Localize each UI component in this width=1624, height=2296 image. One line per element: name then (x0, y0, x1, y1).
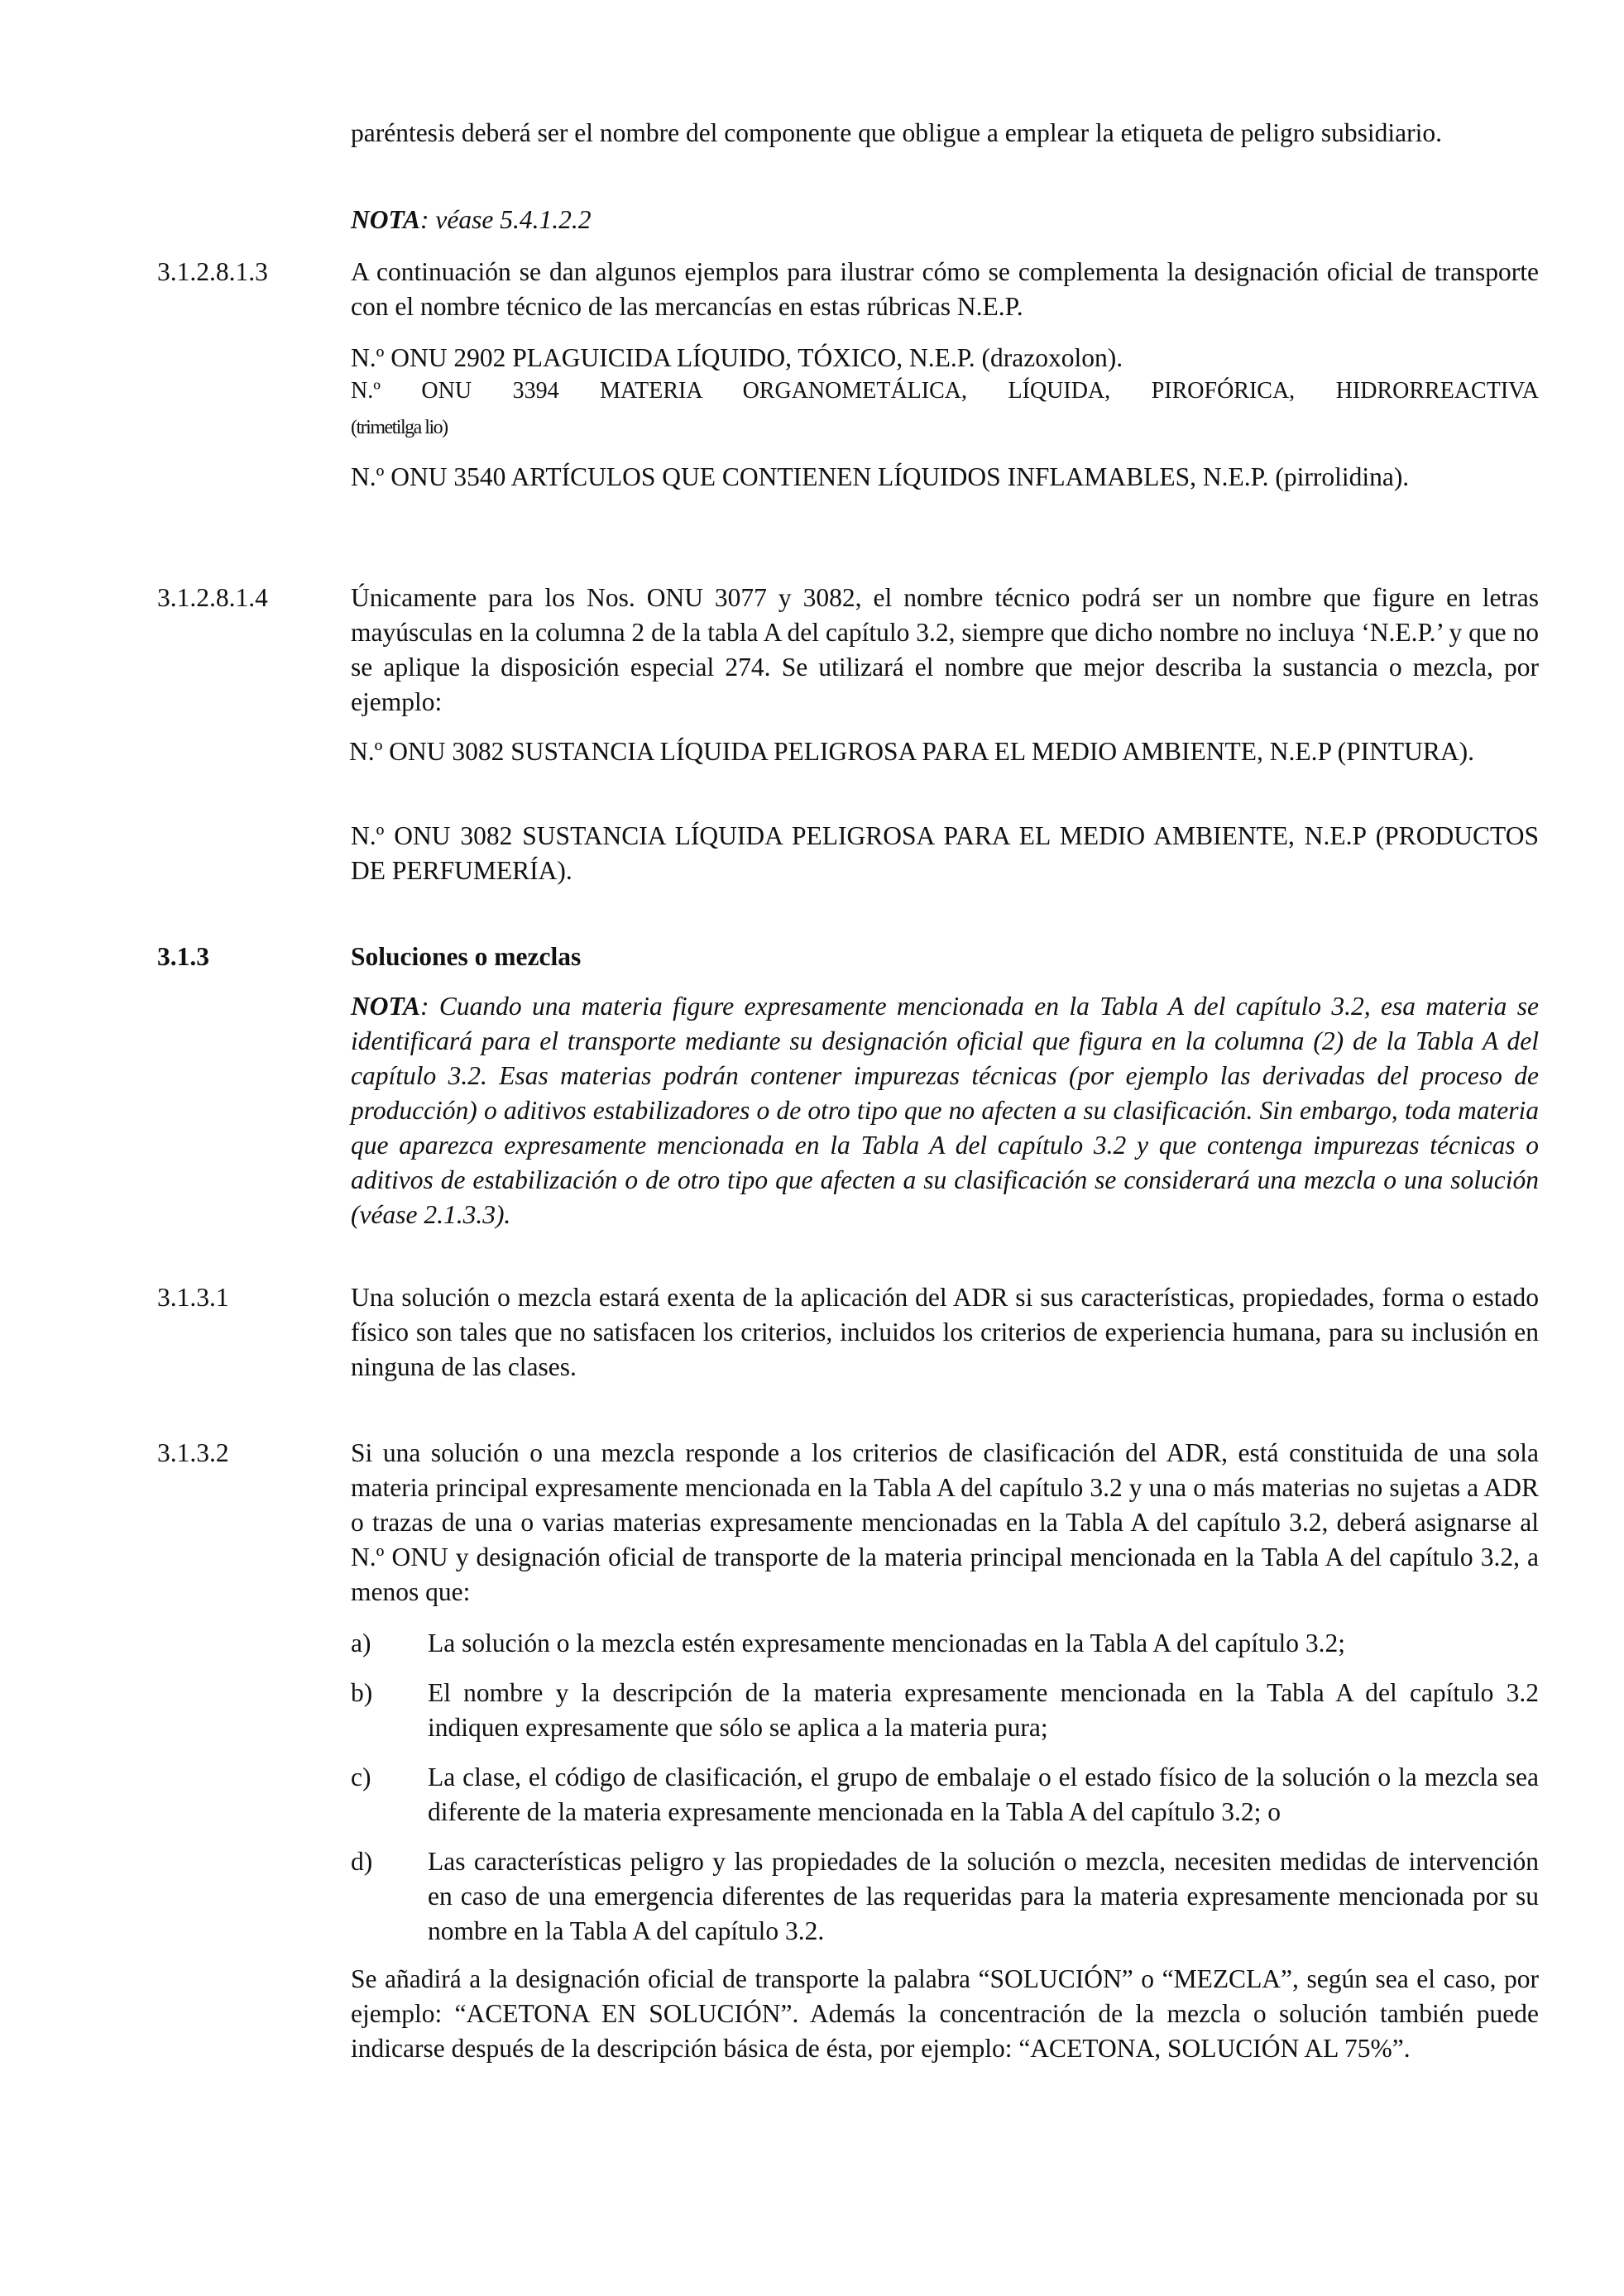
section-heading: Soluciones o mezclas (351, 942, 582, 971)
section-number: 3.1.2.8.1.3 (157, 257, 268, 286)
nota-text: : Cuando una materia figure expresamente mencionada en la Tabla A del capítulo 3.2, esa materia se identificará para el transporte mediante su designación oficial que figura en la columna (2) de la Tabla A del capítulo 3.2. Esas materias podrán contener impurezas técnicas (por ejemplo las derivadas del proceso de producción) o aditivos estabilizadores o de otro tipo que no afecten a su clasificación. Sin embargo, toda materia que aparezca expresamente mencionada en la Tabla A del capítulo 3.2 y que contenga impurezas técnicas o aditivos de estabilización o de otro tipo que afecten a su clasificación se considerará una mezcla o una solución (véase 2.1.3.3). (351, 992, 1539, 1229)
section-paragraph: Únicamente para los Nos. ONU 3077 y 3082, el nombre técnico podrá ser un nombre que figure en letras mayúsculas en la columna 2 de la tabla A del capítulo 3.2, siempre que dicho nombre no incluya ‘N.E.P.’ y que no se aplique la disposición especial 274. Se utilizará el nombre que mejor describa la sustancia o mezcla, por ejemplo: (351, 583, 1539, 716)
section-paragraph: Una solución o mezcla estará exenta de la aplicación del ADR si sus características, propiedades, forma o estado físico son tales que no satisfacen los criterios, incluidos los criterios de experiencia humana, para su inclusión en ninguna de las clases. (351, 1283, 1539, 1381)
list-item-letter: a) (351, 1629, 371, 1657)
section-number: 3.1.3.2 (157, 1438, 229, 1467)
nota-label: NOTA (351, 992, 421, 1021)
closing-paragraph: Se añadirá a la designación oficial de transporte la palabra “SOLUCIÓN” o “MEZCLA”, según sea el caso, por ejemplo: “ACETONA EN SOLUCIÓN”. Además la concentración de la mezcla o solución también puede indicarse después de la descripción básica de ésta, por ejemplo: “ACETONA, SOLUCIÓN AL 75%”. (351, 1964, 1539, 2063)
example-text: MATERIA ORGANOMETÁLICA, LÍQUIDA, PIROFÓRICA, HIDRORREACTIVA (600, 378, 1539, 404)
list-item: La solución o la mezcla estén expresamente mencionadas en la Tabla A del capítulo 3.2; (428, 1629, 1345, 1657)
list-item: El nombre y la descripción de la materia expresamente mencionada en la Tabla A del capítulo 3.2 indiquen expresamente que sólo se aplica a la materia pura; (428, 1678, 1539, 1742)
list-item: La clase, el código de clasificación, el grupo de embalaje o el estado físico de la solución o la mezcla sea diferente de la materia expresamente mencionada en la Tabla A del capítulo 3.2; o (428, 1763, 1539, 1826)
continuation-paragraph: paréntesis deberá ser el nombre del componente que obligue a emplear la etiqueta de peligro subsidiario. (351, 118, 1443, 147)
example-tail: (trimetilga lio) (351, 417, 448, 438)
nota-text: : véase 5.4.1.2.2 (420, 205, 592, 234)
section-number: 3.1.3 (157, 942, 209, 971)
section-number: 3.1.3.1 (157, 1283, 229, 1312)
nota-paragraph (351, 989, 1539, 1232)
section-number: 3.1.2.8.1.4 (157, 583, 268, 612)
example-line: N.º ONU 3540 ARTÍCULOS QUE CONTIENEN LÍQUIDOS INFLAMABLES, N.E.P. (pirrolidina). (351, 462, 1410, 491)
example-lead: N.º ONU 3394 (351, 378, 559, 404)
example-line (351, 375, 1539, 407)
nota-label: NOTA (351, 205, 421, 234)
example-line: N.º ONU 3082 SUSTANCIA LÍQUIDA PELIGROSA PARA EL MEDIO AMBIENTE, N.E.P (PRODUCTOS DE PERFUMERÍA). (351, 821, 1539, 885)
example-line: N.º ONU 3082 SUSTANCIA LÍQUIDA PELIGROSA PARA EL MEDIO AMBIENTE, N.E.P (PINTURA). (349, 737, 1475, 766)
list-item-letter: c) (351, 1763, 371, 1791)
example-line: N.º ONU 2902 PLAGUICIDA LÍQUIDO, TÓXICO, N.E.P. (drazoxolon). (351, 343, 1123, 372)
section-paragraph: Si una solución o una mezcla responde a los criterios de clasificación del ADR, está constituida de una sola materia principal expresamente mencionada en la Tabla A del capítulo 3.2 y una o más materias no sujetas a ADR o trazas de una o varias materias expresamente mencionadas en la Tabla A del capítulo 3.2, deberá asignarse al N.º ONU y designación oficial de transporte de la materia principal mencionada en la Tabla A del capítulo 3.2, a menos que: (351, 1438, 1539, 1606)
list-item-letter: d) (351, 1847, 373, 1876)
nota-reference (351, 203, 1539, 237)
section-paragraph: A continuación se dan algunos ejemplos para ilustrar cómo se complementa la designación oficial de transporte con el nombre técnico de las mercancías en estas rúbricas N.E.P. (351, 257, 1539, 321)
list-item-letter: b) (351, 1678, 373, 1707)
list-item: Las características peligro y las propiedades de la solución o mezcla, necesiten medidas de intervención en caso de una emergencia diferentes de las requeridas para la materia expresamente mencionada por su nombre en la Tabla A del capítulo 3.2. (428, 1847, 1539, 1945)
